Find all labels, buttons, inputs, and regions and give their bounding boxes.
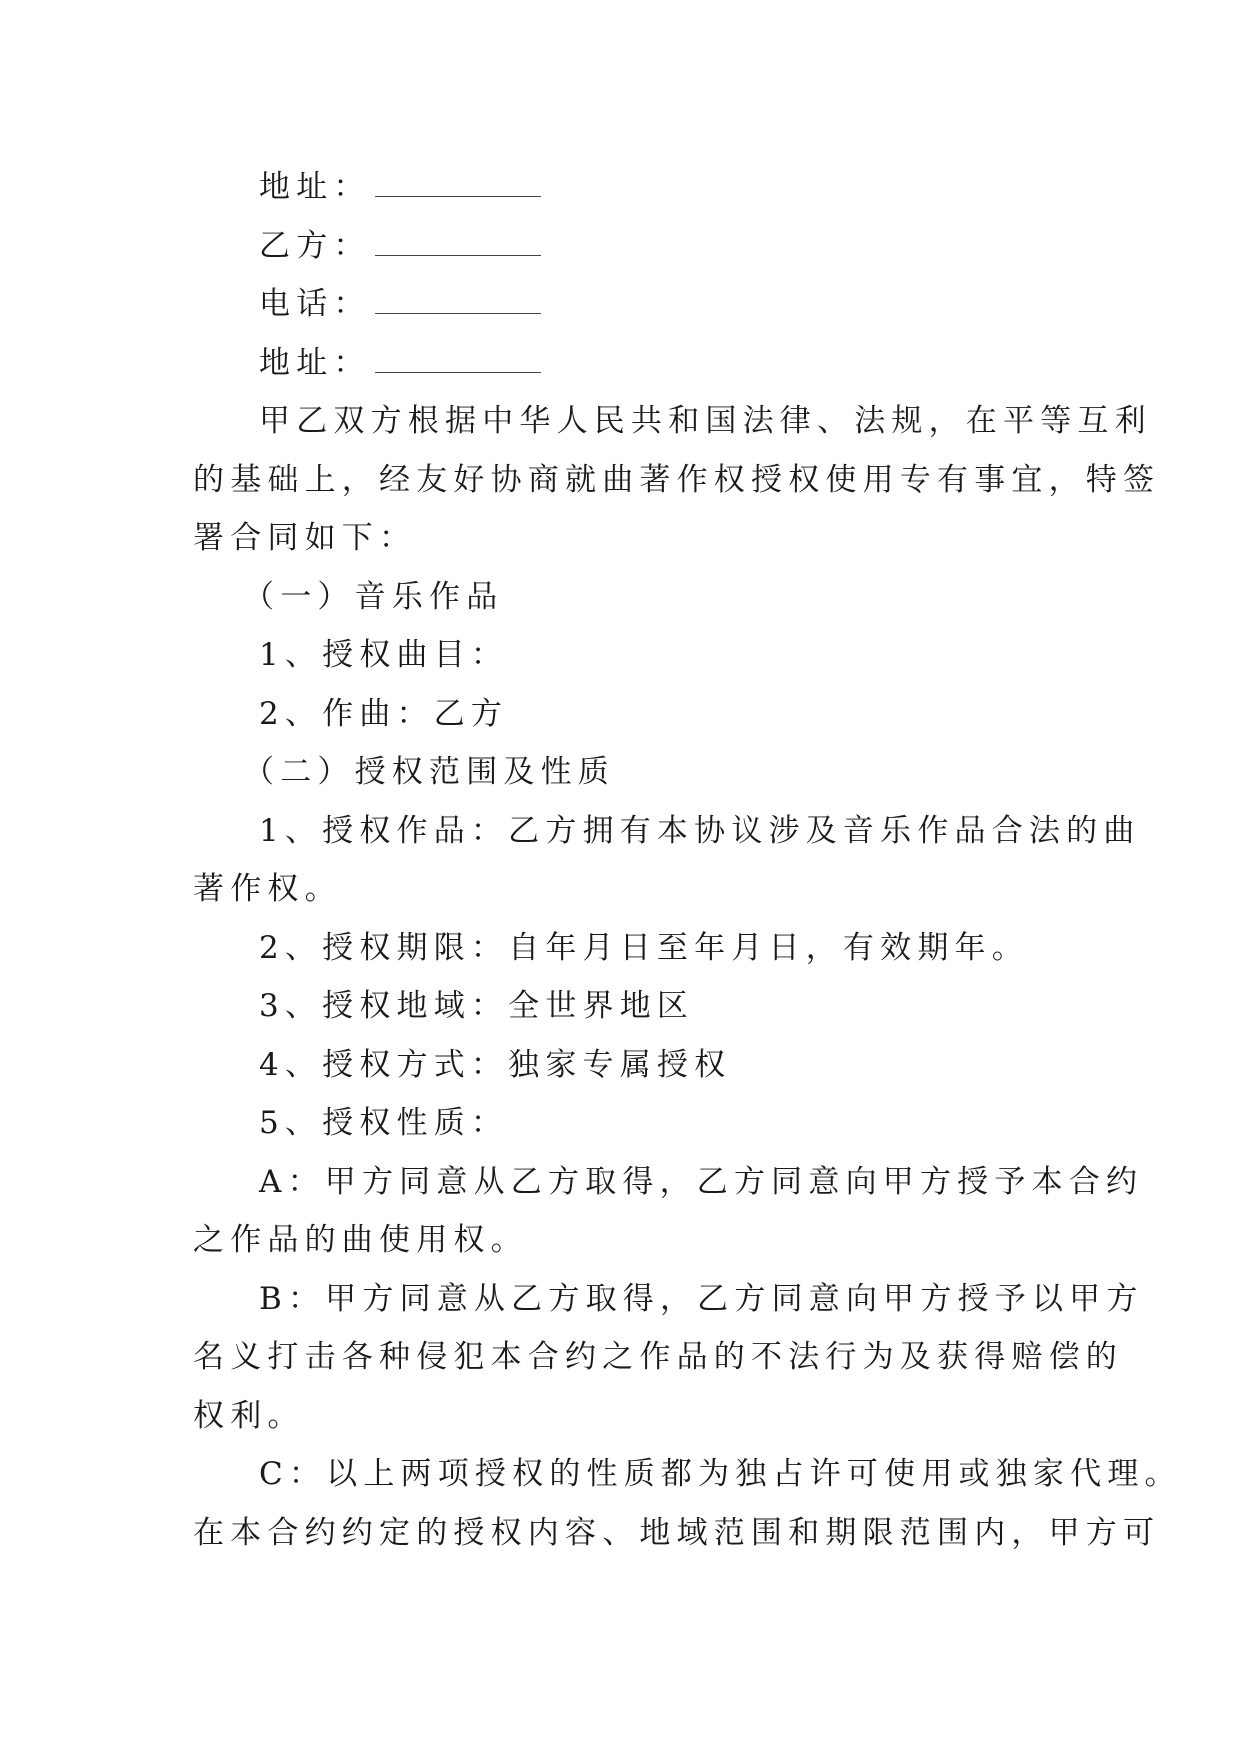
list-item: 5、授权性质： [259,1105,509,1141]
list-item: 1、授权作品：乙方拥有本协议涉及音乐作品合法的曲 [259,812,1141,849]
list-item: 3、授权地域：全世界地区 [259,988,695,1024]
list-item: 2、授权期限：自年月日至年月日，有效期年。 [259,929,1029,966]
address-field-1 [193,158,1053,217]
field-label: 电话： [259,286,371,322]
list-item: 2、作曲：乙方 [259,695,509,732]
fill-in-blank [375,287,541,314]
section-heading: （一）音乐作品 [243,578,504,615]
field-label: 地址： [259,344,371,381]
clause-b-continuation: 权利。 [193,1397,305,1434]
document-body [193,158,1182,1562]
clause-c-continuation: 在本合约约定的授权内容、地域范围和期限范围内，甲方可 [193,1514,1161,1551]
preamble-line: 的基础上，经友好协商就曲著作权授权使用专有事宜，特签 [193,461,1161,498]
fill-in-blank [375,229,541,256]
fill-in-blank [375,170,541,197]
list-item: 4、授权方式：独家专属授权 [259,1046,732,1083]
clause-a-continuation: 之作品的曲使用权。 [193,1222,528,1258]
list-item: 1、授权曲目： [259,637,509,673]
party-b-field [193,217,1053,276]
phone-field [193,275,1053,334]
fill-in-blank [375,346,541,373]
clause-b: B：甲方同意从乙方取得，乙方同意向甲方授予以甲方 [259,1280,1144,1317]
section-heading: （二）授权范围及性质 [243,754,615,790]
address-field-2 [193,334,1053,393]
preamble-line: 署合同如下： [193,520,417,556]
clause-a: A：甲方同意从乙方取得，乙方同意向甲方授予本合约 [259,1163,1144,1200]
clause-c: C：以上两项授权的性质都为独占许可使用或独家代理。 [259,1456,1182,1492]
list-item-continuation: 著作权。 [193,871,342,907]
field-label: 乙方： [259,227,371,264]
clause-b-continuation: 名义打击各种侵犯本合约之作品的不法行为及获得赔偿的 [193,1339,1123,1375]
preamble-line: 甲乙双方根据中华人民共和国法律、法规，在平等互利 [259,403,1152,439]
field-label: 地址： [259,169,371,205]
